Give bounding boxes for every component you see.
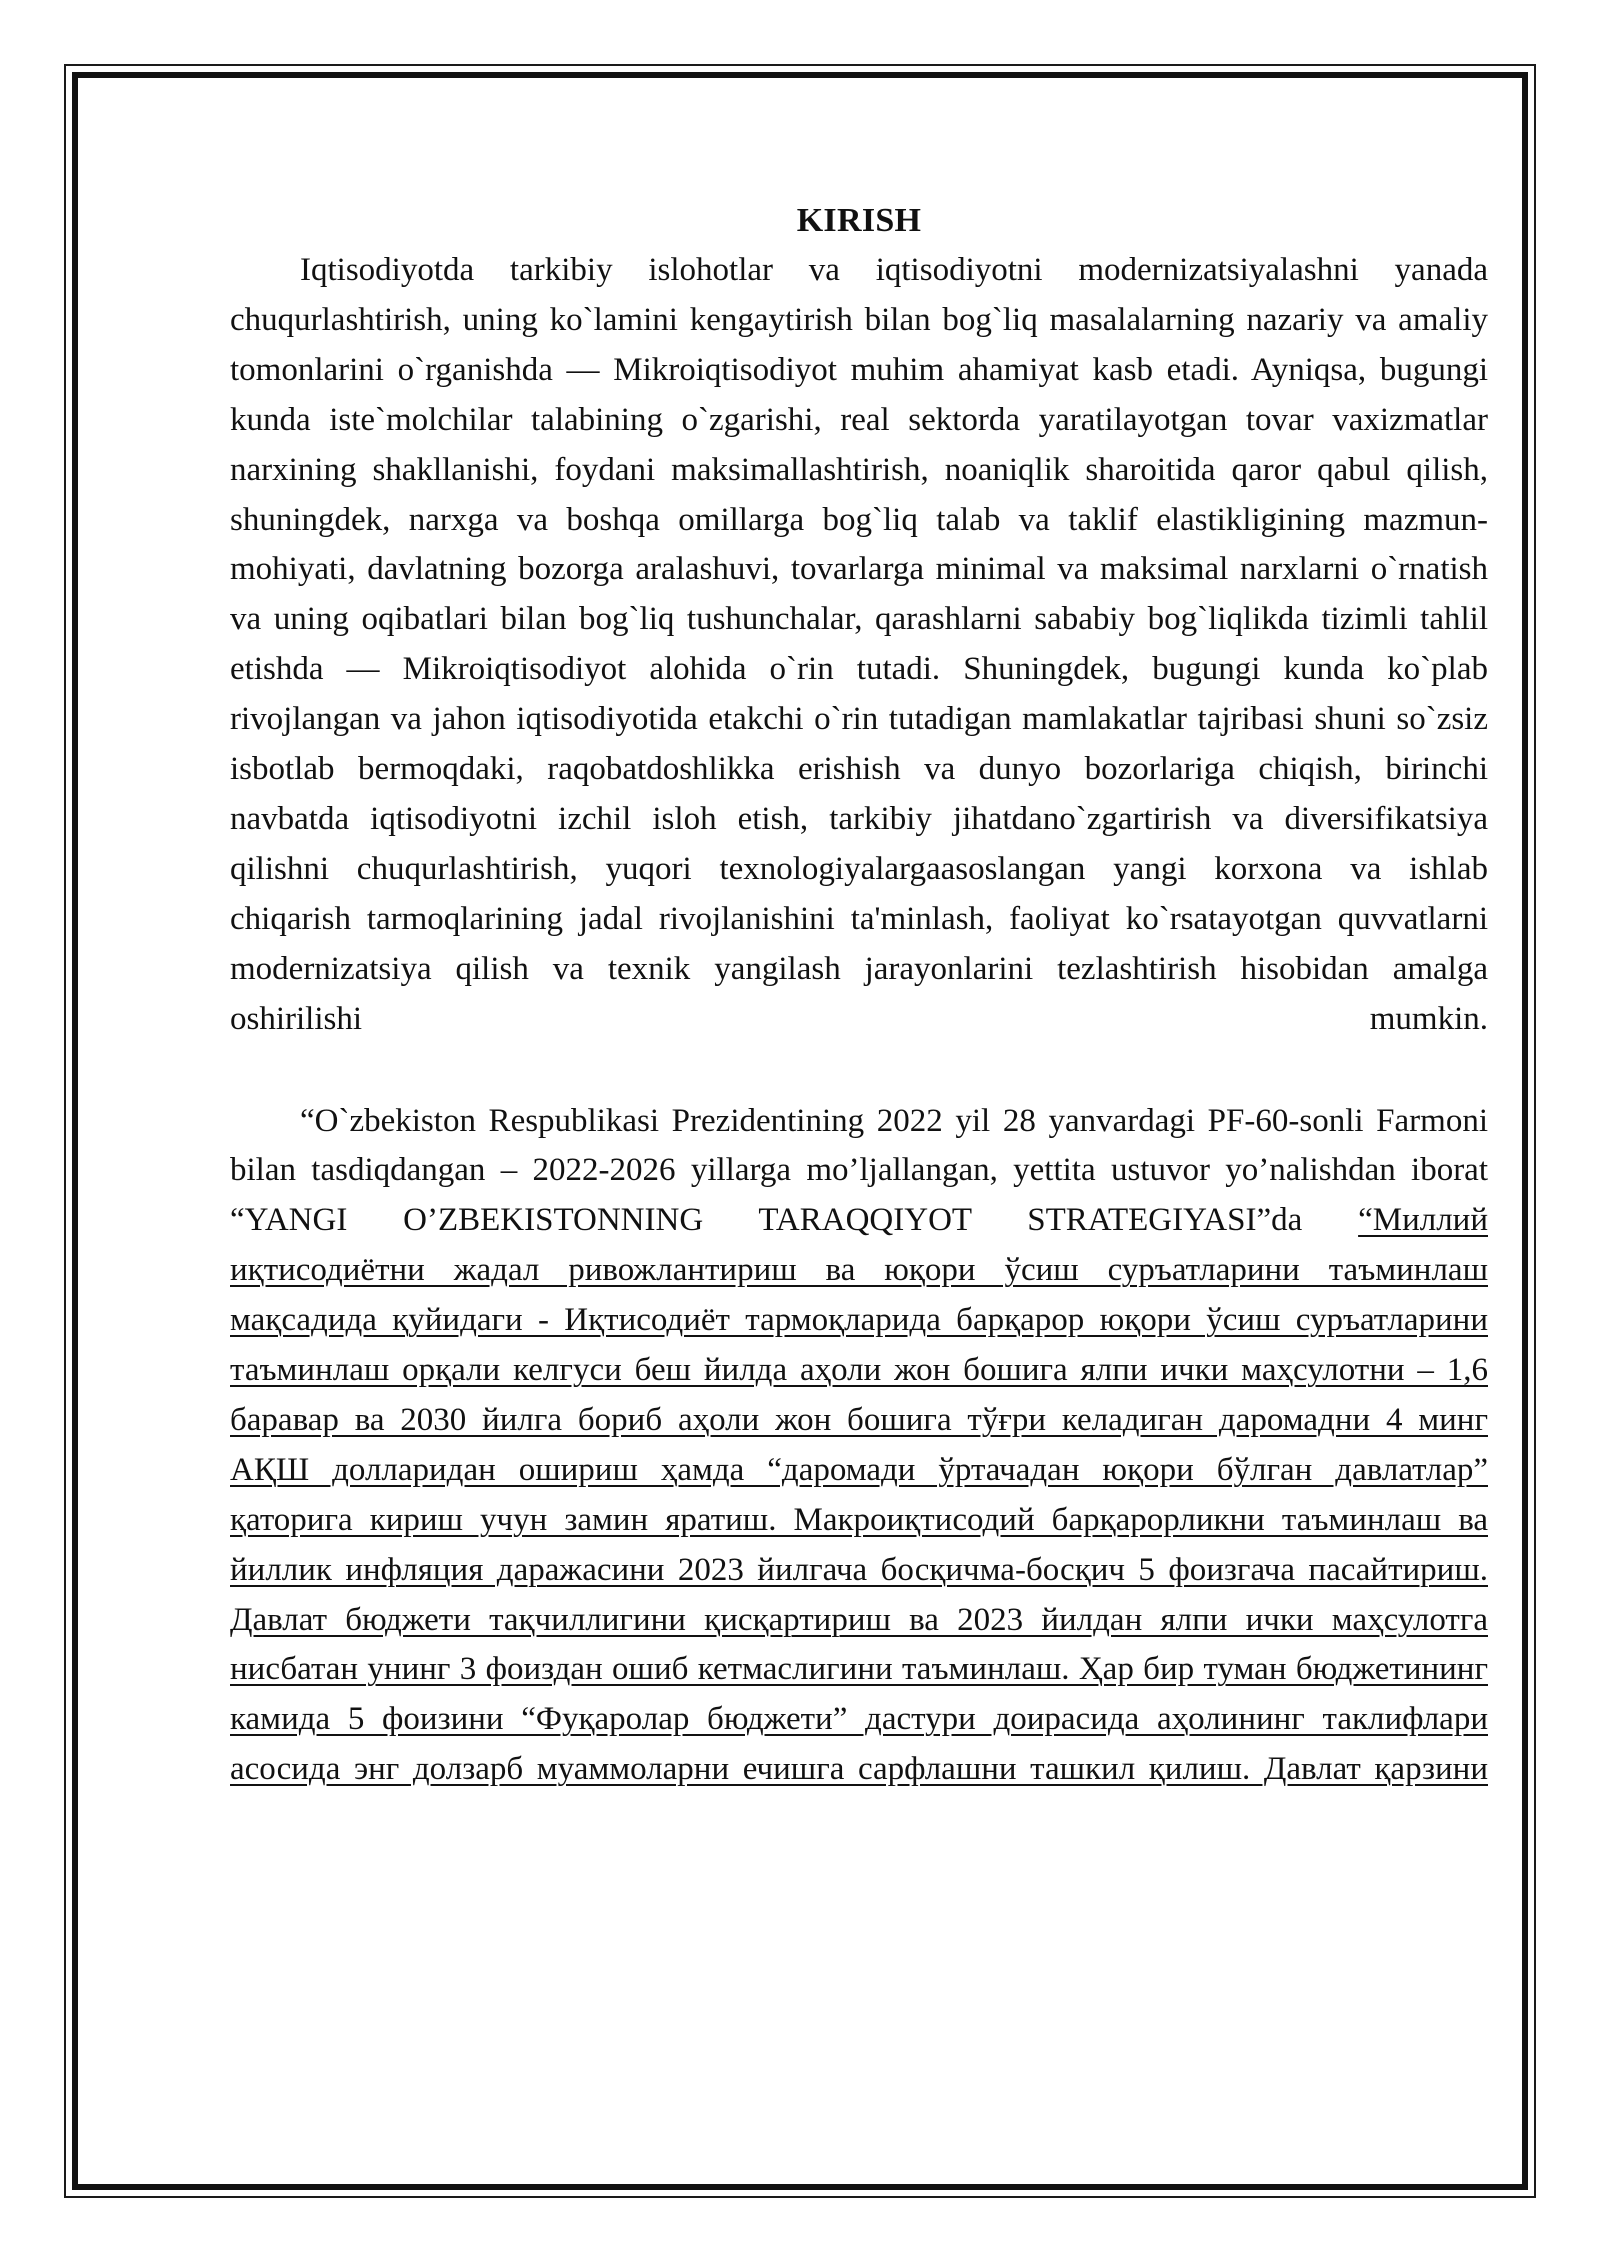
strategy-quote-underlined: “Миллий иқтисодиётни жадал ривожлантириш ва юқори ўсиш суръатларини таъминлаш мақсадида қуйидаги - Иқтисодиёт тармоқларида барқарор юқори ўсиш суръатларини таъминлаш орқали келгуси беш йилда аҳоли жон бошига ялпи ички маҳсулотни – 1,6 баравар ва 2030 йилга бориб аҳоли жон бошига тўғри келадиган даромадни 4 минг АҚШ долларидан ошириш ҳамда “даромади ўртачадан юқори бўлган давлатлар” қаторига кириш учун замин яратиш. Макроиқтисодий барқарорликни таъминлаш ва йиллик инфляция даражасини 2023 йилгача босқичма-босқич 5 фоизгача пасайтириш. Давлат бюджети тақчиллигини қисқартириш ва 2023 йилдан ялпи ички маҳсулотга нисбатан унинг 3 фоиздан ошиб кетмаслигини таъминлаш. Ҳар бир туман бюджетининг камида 5 фоизини “Фуқаролар бюджети” дастури доирасида аҳолининг таклифлари асосида энг долзарб муаммоларни ечишга сарфлашни ташкил қилиш. Давлат қарзини (230, 1202, 1488, 1788)
strategy-paragraph-lead: “O`zbekiston Respublikasi Prezidentining 2022 yil 28 yanvardagi PF-60-sonli Farmoni bilan tasdiqdangan – 2022-2026 yillarga mo’ljallangan, yettita ustuvor yo’nalishdan iborat “YANGI O’ZBEKISTONNING TARAQQIYOT STRATEGIYASI”da (230, 1102, 1488, 1239)
page-title: KIRISH (796, 202, 922, 239)
strategy-paragraph (230, 1097, 1488, 1796)
document-body (230, 196, 1488, 1795)
intro-paragraph: Iqtisodiyotda tarkibiy islohotlar va iqtisodiyotni modernizatsiyalashni yanada chuqurlashtirish, uning ko`lamini kengaytirish bilan bog`liq masalalarning nazariy va amaliy tomonlarini o`rganishda — Mikroiqtisodiyot muhim ahamiyat kasb etadi. Ayniqsa, bugungi kunda iste`molchilar talabining o`zgarishi, real sektorda yaratilayotgan tovar vaxizmatlar narxining shakllanishi, foydani maksimallashtirish, noaniqlik sharoitida qaror qabul qilish, shuningdek, narxga va boshqa omillarga bog`liq talab va taklif elastikligining mazmun-mohiyati, davlatning bozorga aralashuvi, tovarlarga minimal va maksimal narxlarni o`rnatish va uning oqibatlari bilan bog`liq tushunchalar, qarashlarni sababiy bog`liqlikda tizimli tahlil etishda — Mikroiqtisodiyot alohida o`rin tutadi. Shuningdek, bugungi kunda ko`plab rivojlangan va jahon iqtisodiyotida etakchi o`rin tutadigan mamlakatlar tajribasi shuni so`zsiz isbotlab bermoqdaki, raqobatdoshlikka erishish va dunyo bozorlariga chiqish, birinchi navbatda iqtisodiyotni izchil isloh etish, tarkibiy jihatdano`zgartirish va diversifikatsiya qilishni chuqurlashtirish, yuqori texnologiyalargaasoslangan yangi korxona va ishlab chiqarish tarmoqlarining jadal rivojlanishini ta'minlash, faoliyat ko`rsatayotgan quvvatlarni modernizatsiya qilish va texnik yangilash jarayonlarini tezlashtirish hisobidan amalga oshirilishi mumkin. (230, 252, 1488, 1037)
